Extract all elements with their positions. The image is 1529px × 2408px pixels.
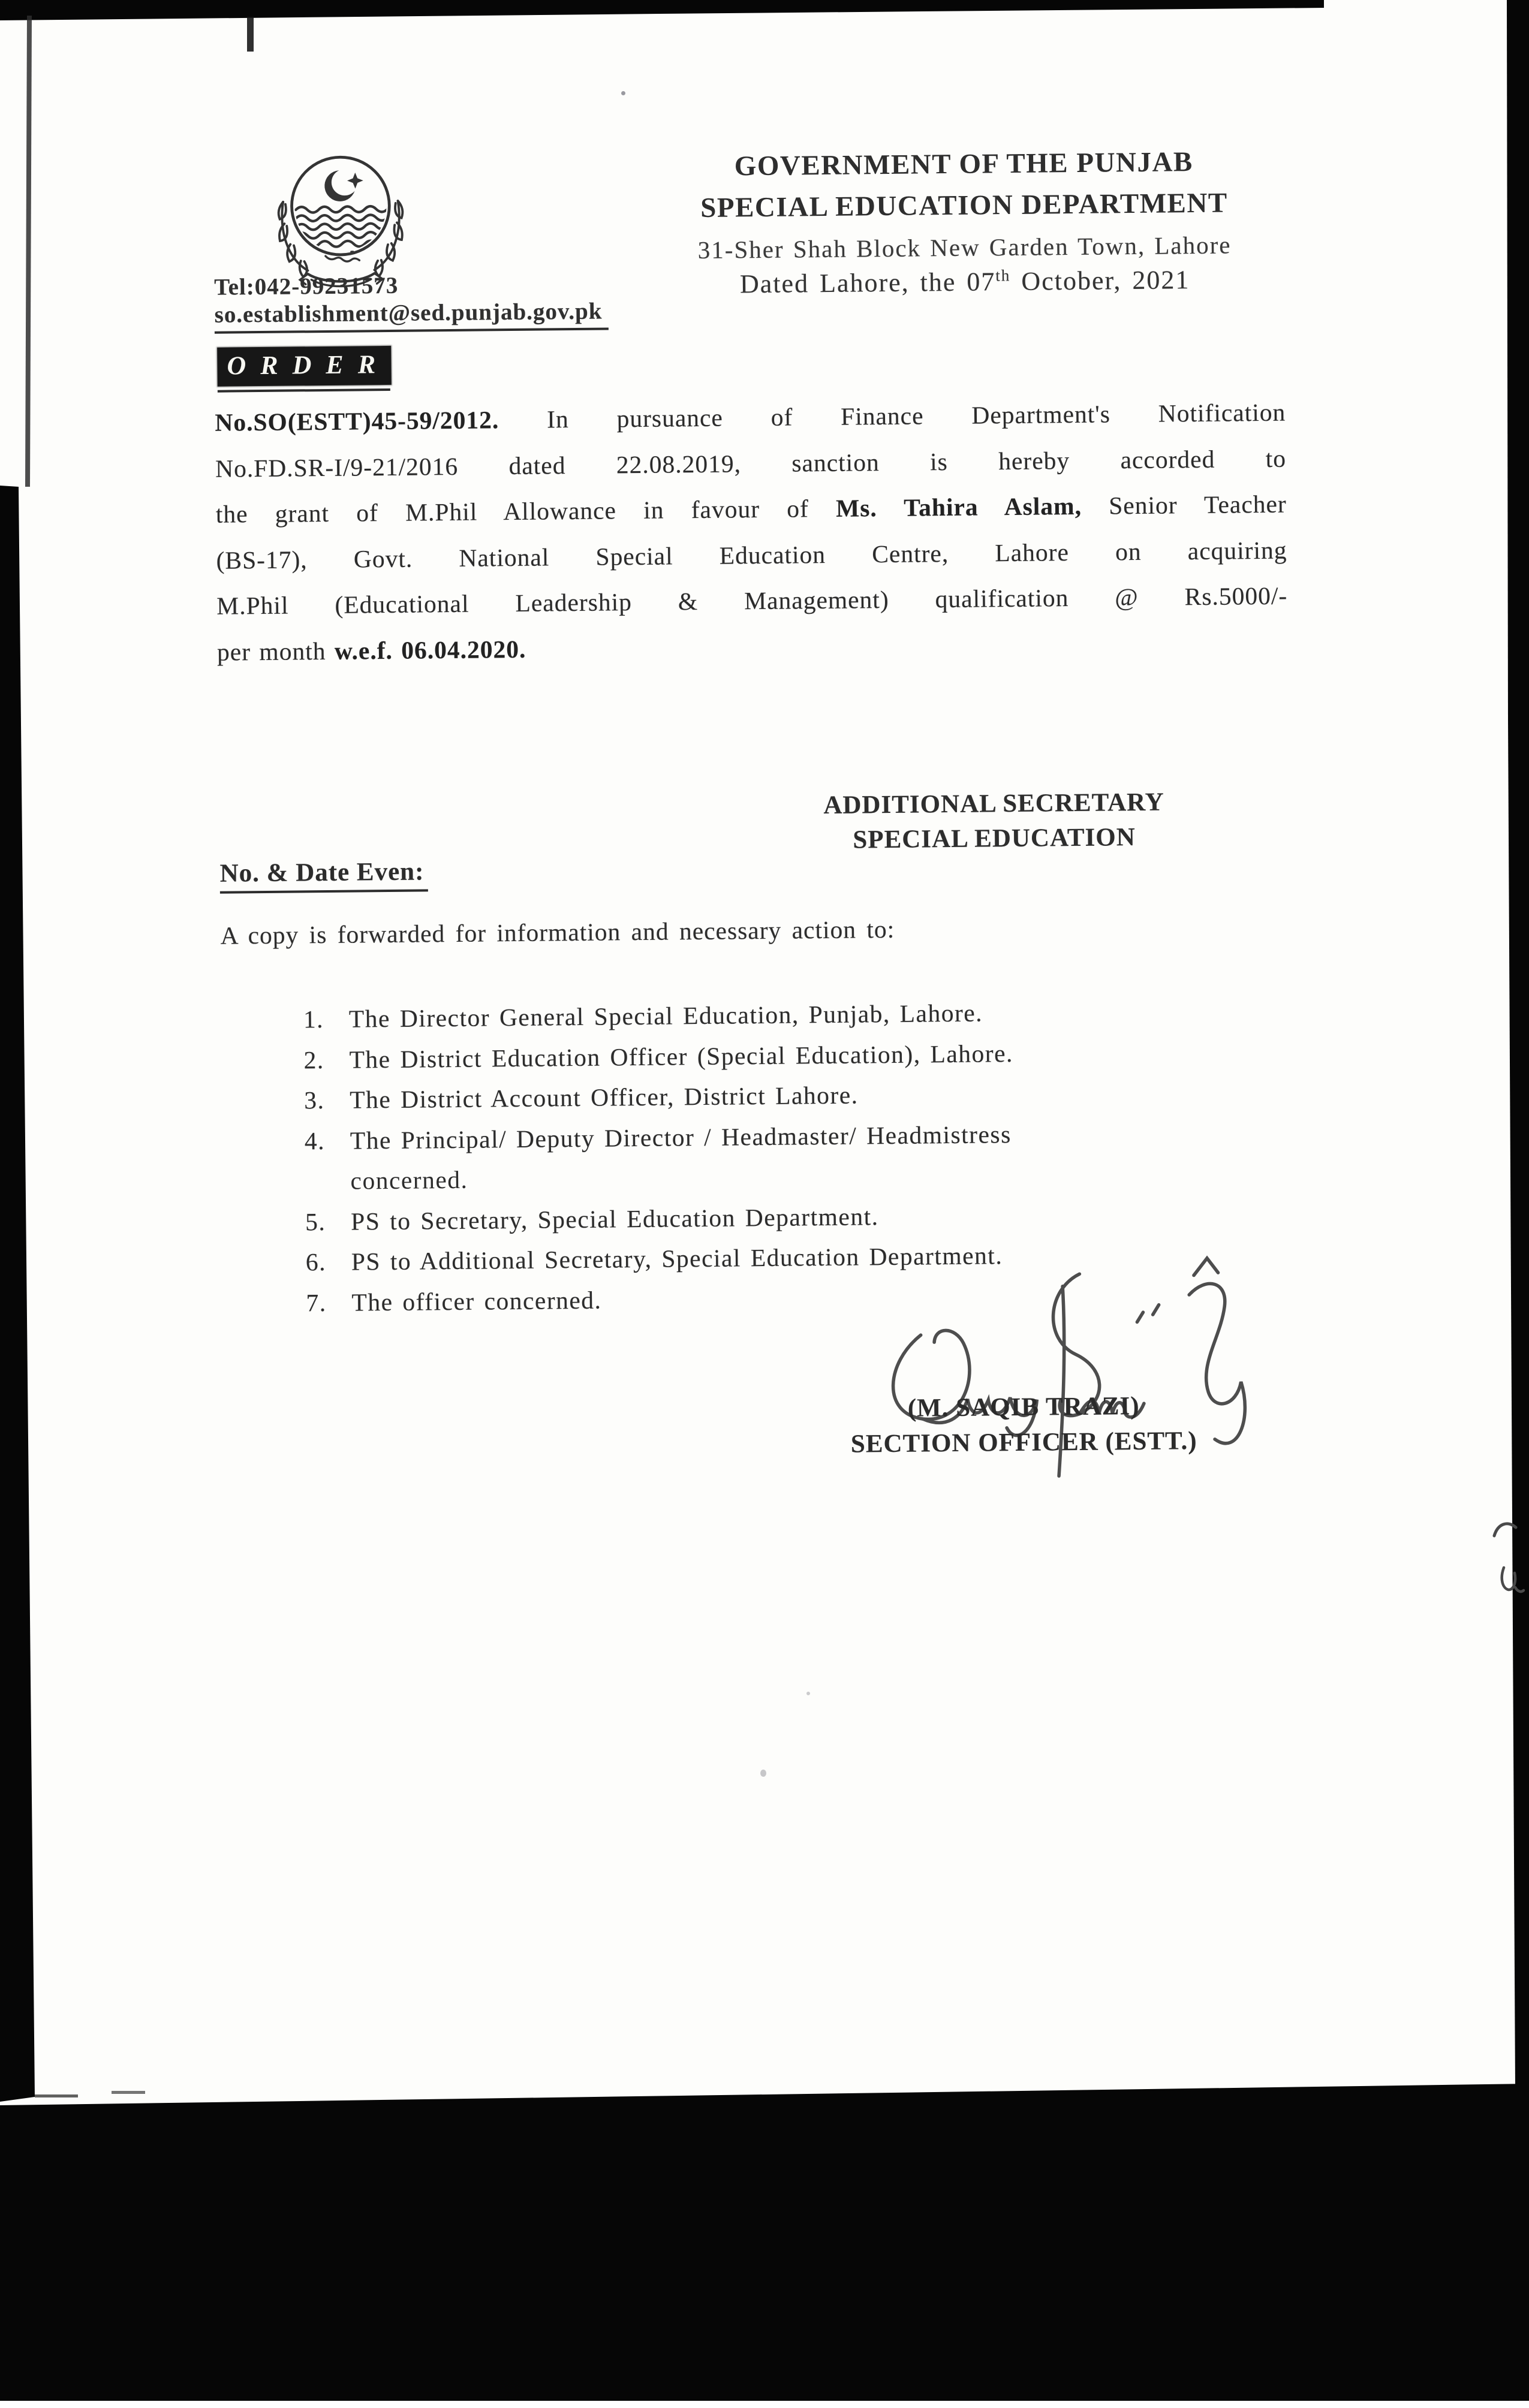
- item-number: 5.: [305, 1207, 326, 1235]
- email-address: so.establishment@sed.punjab.gov.pk: [214, 297, 608, 333]
- letter-date: [665, 264, 1265, 300]
- body-line: No.FD.SR-I/9-21/2016 dated 22.08.2019, sanction is hereby accorded to: [215, 444, 1287, 483]
- body-line: (BS-17), Govt. National Special Education Centre, Lahore on acquiring: [216, 536, 1287, 574]
- issuing-authority: [742, 784, 1246, 858]
- effective-date: w.e.f. 06.04.2020.: [334, 635, 526, 665]
- body-text: In pursuance of Finance Department's Notification: [499, 398, 1286, 434]
- signatory-name: (M. SAQIB TRAZI): [907, 1392, 1140, 1423]
- letterhead: [664, 141, 1265, 300]
- item-number: 7.: [306, 1288, 327, 1316]
- date-prefix: Dated Lahore, the 07: [739, 267, 996, 299]
- order-body-paragraph: [215, 390, 1288, 675]
- authority-title-line-1: ADDITIONAL SECRETARY: [823, 788, 1164, 820]
- item-text: The District Account Officer, District Lahore.: [349, 1081, 859, 1114]
- dust-speck: [760, 1770, 766, 1777]
- item-text: The District Education Officer (Special Education), Lahore.: [349, 1039, 1014, 1074]
- department-line-1: GOVERNMENT OF THE PUNJAB: [734, 146, 1194, 182]
- item-text: The Director General Special Education, Punjab, Lahore.: [348, 999, 983, 1033]
- ref-number-date-label: No. & Date Even:: [219, 857, 428, 893]
- list-item-continuation: concerned.: [350, 1165, 468, 1195]
- item-text: PS to Secretary, Special Education Department.: [350, 1202, 879, 1235]
- item-number: 1.: [303, 1005, 324, 1033]
- body-line: M.Phil (Educational Leadership & Management) qualification @ Rs.5000/-: [216, 581, 1288, 620]
- body-text: per month: [216, 637, 335, 666]
- department-line-2: SPECIAL EDUCATION DEPARTMENT: [700, 187, 1228, 224]
- item-number: 2.: [303, 1045, 324, 1074]
- item-number: 3.: [304, 1086, 325, 1114]
- authority-title-line-2: SPECIAL EDUCATION: [853, 823, 1136, 854]
- telephone-number: Tel:042-99231573: [213, 272, 399, 300]
- forwarding-line: A copy is forwarded for information and necessary action to:: [220, 915, 895, 950]
- dust-speck: [806, 1692, 810, 1695]
- body-text: the grant of M.Phil Allowance in favour of: [215, 494, 836, 528]
- date-ordinal: th: [995, 266, 1011, 285]
- reference-number: No.SO(ESTT)45-59/2012.: [215, 406, 499, 436]
- item-text: The Principal/ Deputy Director / Headmaster/ Headmistress: [350, 1120, 1012, 1155]
- dust-speck: [621, 91, 625, 95]
- date-suffix: October, 2021: [1010, 265, 1190, 297]
- signatory-block: [802, 1387, 1246, 1462]
- order-heading-underline: [218, 388, 390, 393]
- order-heading: ORDER: [217, 346, 391, 387]
- signatory-title: SECTION OFFICER (ESTT.): [850, 1427, 1197, 1458]
- item-text: The officer concerned.: [351, 1286, 602, 1316]
- grantee-name: Ms. Tahira Aslam,: [835, 492, 1082, 522]
- item-text: PS to Additional Secretary, Special Education Department.: [351, 1241, 1003, 1276]
- item-number: 6.: [305, 1248, 327, 1276]
- body-text: Senior Teacher: [1081, 490, 1287, 520]
- item-number: 4.: [304, 1126, 326, 1155]
- department-address: 31-Sher Shah Block New Garden Town, Lahore: [697, 231, 1232, 264]
